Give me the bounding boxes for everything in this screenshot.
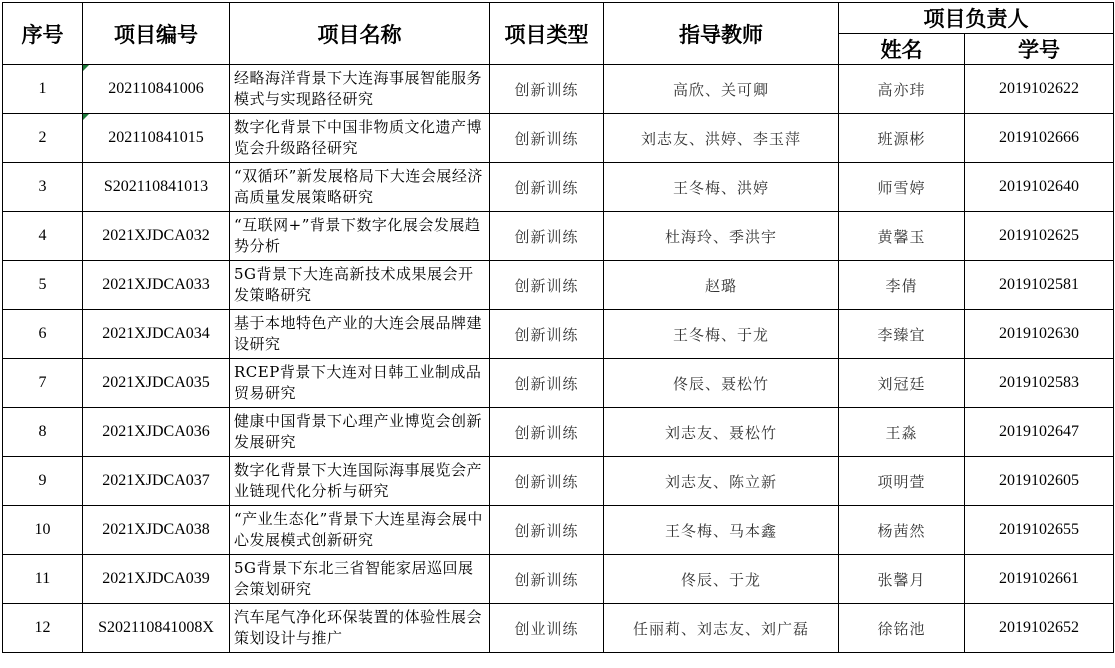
cell-teacher: 刘志友、陈立新 — [604, 457, 839, 506]
header-code: 项目编号 — [83, 3, 230, 65]
cell-code: S202110841008X — [83, 604, 230, 653]
cell-seq: 12 — [3, 604, 83, 653]
cell-name: 数字化背景下中国非物质文化遗产博览会升级路径研究 — [230, 114, 490, 163]
cell-code: 2021XJDCA036 — [83, 408, 230, 457]
cell-leader-id: 2019102581 — [965, 261, 1114, 310]
cell-leader-name: 黄馨玉 — [839, 212, 965, 261]
cell-leader-id: 2019102652 — [965, 604, 1114, 653]
cell-code: S202110841013 — [83, 163, 230, 212]
header-leader-id: 学号 — [965, 34, 1114, 65]
table-row — [3, 359, 1114, 408]
cell-seq: 3 — [3, 163, 83, 212]
cell-leader-name: 徐铭池 — [839, 604, 965, 653]
cell-seq: 4 — [3, 212, 83, 261]
cell-type: 创新训练 — [490, 506, 604, 555]
cell-teacher: 王冬梅、洪婷 — [604, 163, 839, 212]
cell-teacher: 王冬梅、于龙 — [604, 310, 839, 359]
header-teacher: 指导教师 — [604, 3, 839, 65]
cell-teacher: 高欣、关可卿 — [604, 65, 839, 114]
cell-seq: 1 — [3, 65, 83, 114]
cell-code: 2021XJDCA037 — [83, 457, 230, 506]
header-leader-name: 姓名 — [839, 34, 965, 65]
cell-leader-id: 2019102625 — [965, 212, 1114, 261]
cell-teacher: 王冬梅、马本鑫 — [604, 506, 839, 555]
cell-type: 创新训练 — [490, 114, 604, 163]
cell-teacher: 佟辰、聂松竹 — [604, 359, 839, 408]
table-row — [3, 65, 1114, 114]
cell-leader-id: 2019102622 — [965, 65, 1114, 114]
cell-type: 创新训练 — [490, 310, 604, 359]
table-row — [3, 604, 1114, 653]
cell-teacher: 杜海玲、季洪宇 — [604, 212, 839, 261]
cell-leader-name: 王淼 — [839, 408, 965, 457]
cell-teacher: 任丽莉、刘志友、刘广磊 — [604, 604, 839, 653]
table-row — [3, 506, 1114, 555]
cell-leader-id: 2019102630 — [965, 310, 1114, 359]
cell-seq: 10 — [3, 506, 83, 555]
cell-leader-name: 高亦玮 — [839, 65, 965, 114]
cell-type: 创新训练 — [490, 457, 604, 506]
cell-code: 2021XJDCA032 — [83, 212, 230, 261]
cell-seq: 11 — [3, 555, 83, 604]
cell-name: “产业生态化”背景下大连星海会展中心发展模式创新研究 — [230, 506, 490, 555]
cell-leader-name: 李倩 — [839, 261, 965, 310]
table-row — [3, 310, 1114, 359]
header-type: 项目类型 — [490, 3, 604, 65]
header-leader: 项目负责人 — [839, 3, 1114, 34]
cell-leader-name: 张馨月 — [839, 555, 965, 604]
table-row — [3, 114, 1114, 163]
cell-code: 202110841015 — [83, 114, 230, 163]
table-row — [3, 261, 1114, 310]
cell-code: 2021XJDCA039 — [83, 555, 230, 604]
cell-teacher: 刘志友、洪婷、李玉萍 — [604, 114, 839, 163]
cell-type: 创新训练 — [490, 212, 604, 261]
project-table — [2, 2, 1114, 653]
cell-seq: 8 — [3, 408, 83, 457]
cell-leader-id: 2019102647 — [965, 408, 1114, 457]
cell-leader-name: 项明萱 — [839, 457, 965, 506]
cell-leader-id: 2019102666 — [965, 114, 1114, 163]
cell-code: 2021XJDCA033 — [83, 261, 230, 310]
cell-seq: 7 — [3, 359, 83, 408]
cell-leader-name: 李臻宜 — [839, 310, 965, 359]
cell-leader-name: 杨茜然 — [839, 506, 965, 555]
cell-seq: 2 — [3, 114, 83, 163]
cell-type: 创新训练 — [490, 163, 604, 212]
cell-name: 汽车尾气净化环保装置的体验性展会策划设计与推广 — [230, 604, 490, 653]
cell-type: 创新训练 — [490, 359, 604, 408]
cell-leader-id: 2019102655 — [965, 506, 1114, 555]
cell-type: 创新训练 — [490, 261, 604, 310]
table-row — [3, 163, 1114, 212]
cell-code: 2021XJDCA034 — [83, 310, 230, 359]
table-row — [3, 408, 1114, 457]
table-row — [3, 457, 1114, 506]
cell-name: RCEP背景下大连对日韩工业制成品贸易研究 — [230, 359, 490, 408]
cell-leader-id: 2019102661 — [965, 555, 1114, 604]
cell-type: 创业训练 — [490, 604, 604, 653]
header-seq: 序号 — [3, 3, 83, 65]
cell-name: 5G背景下大连高新技术成果展会开发策略研究 — [230, 261, 490, 310]
table-row — [3, 555, 1114, 604]
cell-name: 基于本地特色产业的大连会展品牌建设研究 — [230, 310, 490, 359]
header-name: 项目名称 — [230, 3, 490, 65]
cell-leader-name: 班源彬 — [839, 114, 965, 163]
cell-name: “双循环”新发展格局下大连会展经济高质量发展策略研究 — [230, 163, 490, 212]
cell-leader-id: 2019102605 — [965, 457, 1114, 506]
cell-leader-name: 师雪婷 — [839, 163, 965, 212]
cell-code: 202110841006 — [83, 65, 230, 114]
cell-leader-id: 2019102583 — [965, 359, 1114, 408]
cell-type: 创新训练 — [490, 65, 604, 114]
cell-leader-name: 刘冠廷 — [839, 359, 965, 408]
cell-seq: 6 — [3, 310, 83, 359]
cell-type: 创新训练 — [490, 408, 604, 457]
table-row — [3, 212, 1114, 261]
cell-teacher: 赵璐 — [604, 261, 839, 310]
cell-leader-id: 2019102640 — [965, 163, 1114, 212]
cell-name: 健康中国背景下心理产业博览会创新发展研究 — [230, 408, 490, 457]
cell-code: 2021XJDCA038 — [83, 506, 230, 555]
cell-name: 经略海洋背景下大连海事展智能服务模式与实现路径研究 — [230, 65, 490, 114]
cell-name: “互联网+”背景下数字化展会发展趋势分析 — [230, 212, 490, 261]
cell-teacher: 佟辰、于龙 — [604, 555, 839, 604]
cell-teacher: 刘志友、聂松竹 — [604, 408, 839, 457]
cell-type: 创新训练 — [490, 555, 604, 604]
cell-name: 5G背景下东北三省智能家居巡回展会策划研究 — [230, 555, 490, 604]
cell-seq: 9 — [3, 457, 83, 506]
cell-name: 数字化背景下大连国际海事展览会产业链现代化分析与研究 — [230, 457, 490, 506]
cell-seq: 5 — [3, 261, 83, 310]
cell-code: 2021XJDCA035 — [83, 359, 230, 408]
